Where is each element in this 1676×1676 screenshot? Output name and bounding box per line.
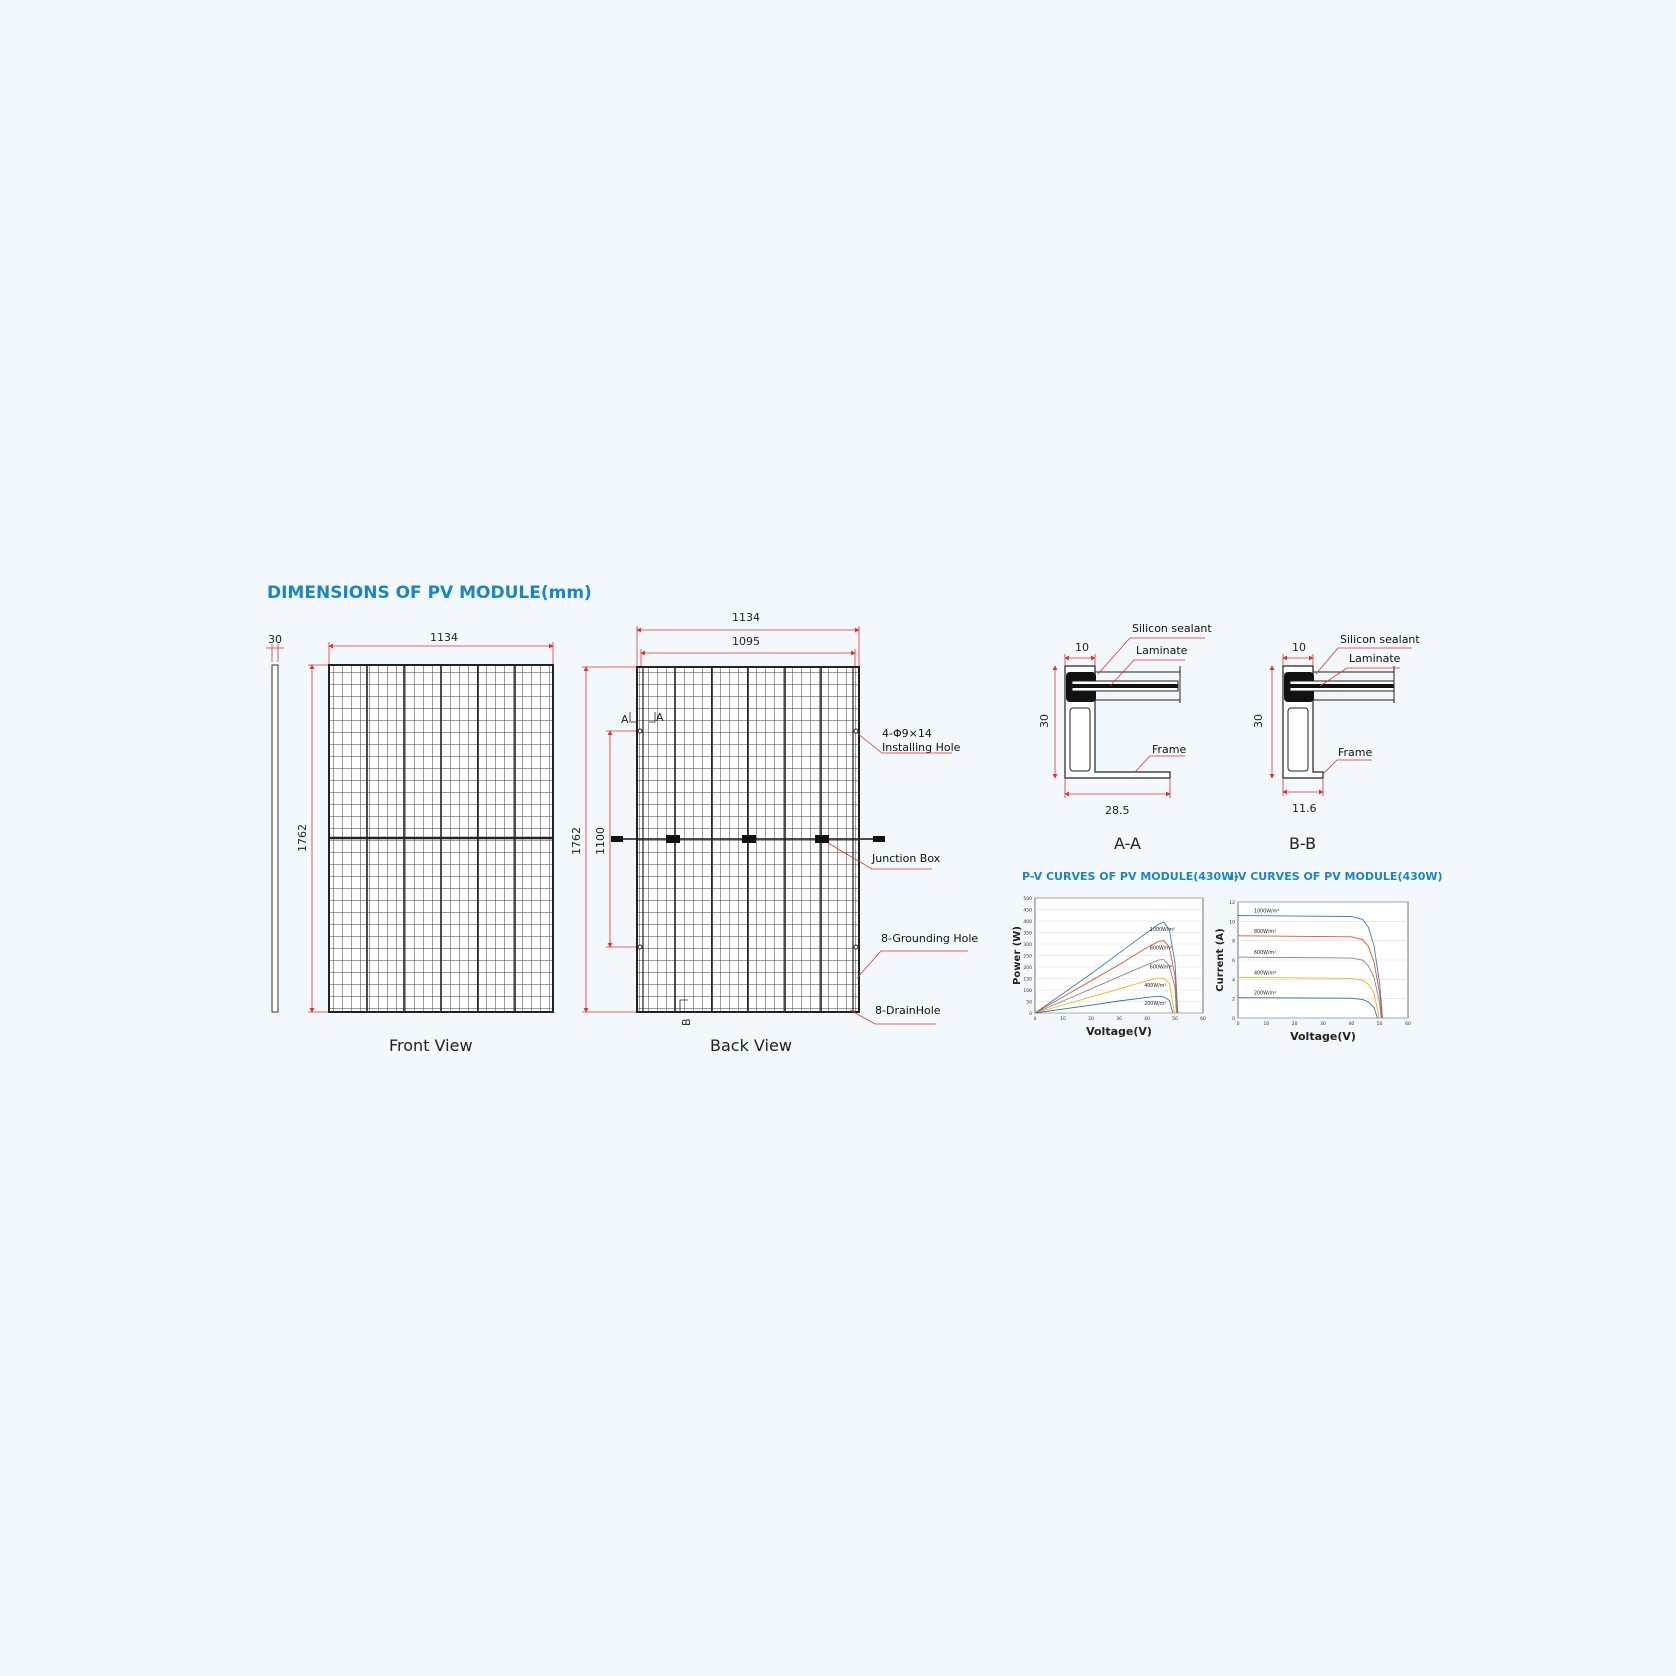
y-tick-label: 0 — [1232, 1017, 1235, 1022]
y-tick-label: 350 — [1023, 931, 1032, 937]
series-label: 200W/m² — [1144, 1002, 1167, 1008]
bb-frame-label: Frame — [1338, 746, 1373, 759]
x-tick-label: 40 — [1144, 1017, 1150, 1022]
x-tick-label: 0 — [1236, 1022, 1240, 1027]
series-label: 800W/m² — [1149, 946, 1172, 952]
bb-caption: B-B — [1289, 834, 1317, 853]
junction-box-2 — [742, 835, 756, 843]
series-label: 600W/m² — [1254, 951, 1277, 957]
x-tick-label: 20 — [1088, 1017, 1094, 1022]
y-tick-label: 50 — [1026, 1000, 1032, 1006]
bb-laminate-label: Laminate — [1349, 652, 1401, 665]
y-axis-label: Current (A) — [1215, 928, 1226, 992]
y-tick-label: 6 — [1232, 959, 1235, 964]
y-tick-label: 200 — [1023, 966, 1032, 971]
x-tick-label: 60 — [1405, 1022, 1411, 1027]
section-a-left: A — [621, 713, 629, 726]
y-tick-label: 150 — [1023, 977, 1032, 983]
chart-title: P-V CURVES OF PV MODULE(430W) — [1022, 870, 1239, 883]
installing-hole-label-1: 4-Φ9×14 — [882, 727, 932, 740]
y-tick-label: 500 — [1023, 897, 1032, 902]
connector-left — [611, 836, 623, 842]
bb-silicon-label: Silicon sealant — [1340, 633, 1420, 646]
thickness-dim: 30 — [268, 633, 282, 646]
series-label: 200W/m² — [1254, 991, 1277, 997]
x-axis-label: Voltage(V) — [1086, 1025, 1152, 1038]
series-label: 400W/m² — [1254, 971, 1277, 977]
bb-bottom-dim: 11.6 — [1292, 802, 1317, 815]
aa-top-dim: 10 — [1075, 641, 1089, 654]
installing-hole-label-2: Installing Hole — [882, 741, 961, 754]
x-axis-label: Voltage(V) — [1290, 1030, 1356, 1043]
x-tick-label: 10 — [1060, 1017, 1066, 1022]
bb-top-dim: 10 — [1292, 641, 1306, 654]
x-tick-label: 0 — [1033, 1017, 1037, 1022]
back-width-inner-dim: 1095 — [732, 635, 760, 648]
series-label: 1000W/m² — [1149, 928, 1175, 934]
y-tick-label: 8 — [1232, 939, 1235, 945]
aa-frame-label: Frame — [1152, 743, 1187, 756]
y-tick-label: 12 — [1229, 901, 1235, 906]
pv-curves-chart — [1012, 870, 1238, 1038]
y-axis-label: Power (W) — [1012, 926, 1023, 985]
front-view-caption: Front View — [389, 1036, 473, 1055]
y-tick-label: 10 — [1229, 920, 1235, 926]
aa-laminate-label: Laminate — [1136, 644, 1188, 657]
y-tick-label: 300 — [1023, 943, 1032, 948]
drain-hole-label: 8-DrainHole — [875, 1004, 941, 1017]
x-tick-label: 30 — [1320, 1022, 1326, 1027]
y-tick-label: 400 — [1023, 920, 1032, 925]
iv-curves-chart — [1215, 870, 1443, 1043]
connector-right — [873, 836, 885, 842]
y-tick-label: 100 — [1023, 989, 1032, 994]
y-tick-label: 450 — [1023, 908, 1032, 914]
series-label: 1000W/m² — [1254, 909, 1280, 915]
section-a-right: A — [656, 711, 664, 724]
x-tick-label: 30 — [1116, 1017, 1122, 1022]
aa-silicon-label: Silicon sealant — [1132, 622, 1212, 635]
y-tick-label: 2 — [1232, 997, 1235, 1003]
side-profile — [272, 665, 278, 1012]
x-tick-label: 10 — [1263, 1022, 1270, 1027]
page-title: DIMENSIONS OF PV MODULE(mm) — [267, 583, 592, 603]
front-view — [266, 631, 553, 1055]
junction-box-label: Junction Box — [872, 852, 941, 865]
x-tick-label: 20 — [1291, 1022, 1298, 1027]
back-view-caption: Back View — [710, 1036, 792, 1055]
chart-title: I-V CURVES OF PV MODULE(430W) — [1230, 870, 1443, 883]
back-view — [570, 611, 978, 1055]
aa-height-dim: 30 — [1038, 714, 1051, 728]
section-aa — [1038, 622, 1212, 853]
hole-spacing-dim: 1100 — [594, 827, 607, 855]
series-label: 800W/m² — [1254, 929, 1277, 935]
back-width-outer-dim: 1134 — [732, 611, 760, 624]
y-tick-label: 0 — [1029, 1012, 1032, 1017]
series-label: 600W/m² — [1149, 965, 1172, 971]
grounding-hole-label: 8-Grounding Hole — [881, 932, 979, 945]
x-tick-label: 60 — [1200, 1017, 1206, 1022]
aa-caption: A-A — [1114, 834, 1141, 853]
aa-bottom-dim: 28.5 — [1105, 804, 1130, 817]
width-dim: 1134 — [430, 631, 458, 644]
junction-box-3 — [815, 835, 829, 843]
bb-height-dim: 30 — [1252, 714, 1265, 728]
junction-box-1 — [666, 835, 680, 843]
x-tick-label: 50 — [1172, 1017, 1178, 1022]
series-label: 400W/m² — [1144, 984, 1167, 990]
y-tick-label: 250 — [1023, 954, 1032, 960]
height-dim: 1762 — [296, 824, 309, 852]
section-bb — [1252, 633, 1420, 853]
section-b-marker: B — [680, 1018, 693, 1026]
x-tick-label: 40 — [1348, 1022, 1355, 1027]
x-tick-label: 50 — [1376, 1022, 1383, 1027]
y-tick-label: 4 — [1232, 978, 1235, 984]
back-height-dim: 1762 — [570, 827, 583, 855]
